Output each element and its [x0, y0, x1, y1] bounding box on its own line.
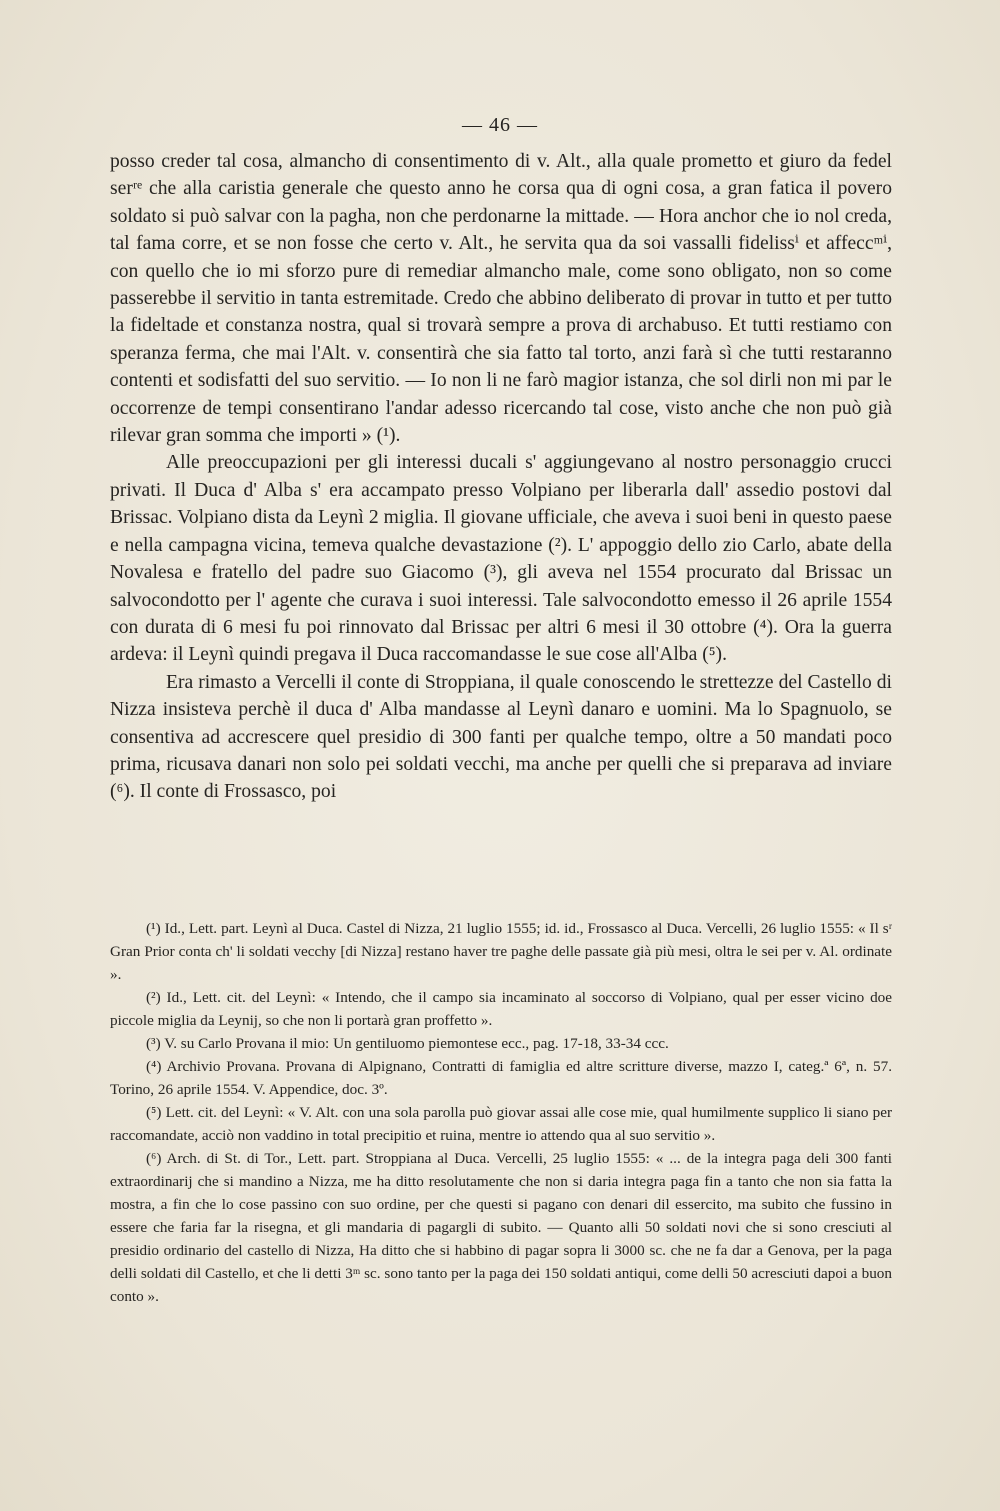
- footnote: (⁶) Arch. di St. di Tor., Lett. part. Stroppiana al Duca. Vercelli, 25 luglio 1555: « ... de la integra paga deli 300 fanti extraordinarij che si mandino a Nizza, me ha ditto resolutamente che non si daria integra paga fin a tanto che non sia fatta la mostra, a fin che lo cose passino con suo ordine, per che questi si pagano con denari dil essercito, ma subito che fussino in essere che faria far la risegna, et gli mandaria di pagargli di subito. — Quanto alli 50 soldati novi che si sono cresciuti al presidio ordinario del castello di Nizza, Ha ditto che si habbino di pagar sopra li 3000 sc. che ne fa dar a Genova, per la paga delli soldati dil Castello, et che li detti 3ᵐ sc. sono tanto per la paga dei 150 soldati antiqui, come delli 50 acresciuti dapoi a buon conto ».: [110, 1150, 892, 1305]
- paragraph: Alle preoccupazioni per gli interessi ducali s' aggiungevano al nostro personaggio crucci privati. Il Duca d' Alba s' era accampato presso Volpiano per liberarla dall' assedio postovi dal Brissac. Volpiano dista da Leynì 2 miglia. Il giovane ufficiale, che aveva i suoi beni in questo paese e nella campagna vicina, temeva qualche devastazione (²). L' appoggio dello zio Carlo, abate della Novalesa e fratello del padre suo Giacomo (³), gli aveva nel 1554 procurato dal Brissac un salvocondotto per l' agente che curava i suoi interessi. Tale salvocondotto emesso il 26 aprile 1554 con durata di 6 mesi fu poi rinnovato dal Brissac per altri 6 mesi il 30 ottobre (⁴). Ora la guerra ardeva: il Leynì quindi pregava il Duca raccomandasse le sue cose all'Alba (⁵).: [110, 452, 892, 666]
- footnote: (¹) Id., Lett. part. Leynì al Duca. Castel di Nizza, 21 luglio 1555; id. id., Frossasco al Duca. Vercelli, 26 luglio 1555: « Il sʳ Gran Prior conta ch' li soldati vecchy [di Nizza] restano haver tre paghe delle passate già più mesi, oltra le sei per v. Al. ordinate ».: [110, 920, 892, 983]
- paragraph: Era rimasto a Vercelli il conte di Stroppiana, il quale conoscendo le strettezze del Castello di Nizza insisteva perchè il duca d' Alba mandasse al Leynì danaro e uomini. Ma lo Spagnuolo, se consentiva ad accrescere quel presidio di 300 fanti per qualche tempo, oltre a 50 mandati poco prima, ricusava danari non solo pei soldati vecchi, ma anche per quelli che si preparava ad inviare (⁶). Il conte di Frossasco, poi: [110, 671, 892, 803]
- footnotes: [110, 917, 892, 1308]
- paragraph: posso creder tal cosa, almancho di consentimento di v. Alt., alla quale prometto et giuro da fedel serʳᵉ che alla caristia generale che questo anno he corsa qua di ogni cosa, a gran fatica il povero soldato si può salvar con la pagha, non che perdonarne la mittade. — Hora anchor che io nol creda, tal fama corre, et se non fosse che certo v. Alt., he servita qua da soi vassalli fidelissⁱ et affeccᵐⁱ, con quello che io mi sforzo pure di remediar almancho male, come sono obligato, non so come passerebbe il servitio in tanta estremitade. Credo che abbino deliberato di provar in tutto et per tutto la fideltade et constanza nostra, qual si trovarà sempre a prova di archabuso. Et tutti restiamo con speranza ferma, che mai l'Alt. v. consentirà che sia fatto tal torto, anzi farà sì che tutti restaranno contenti et sodisfatti del suo servitio. — Io non li ne farò magior istanza, che sol dirli non mi par le occorrenze de tempi consentirano l'andar adesso ricercando tal cose, visto anche che non può già rilevar gran somma che importi » (¹).: [110, 151, 892, 447]
- main-text: [110, 148, 892, 806]
- footnote: (²) Id., Lett. cit. del Leynì: « Intendo, che il campo sia incaminato al soccorso di Volpiano, qual per esser vicino doe piccole miglia da Leynij, so che non li portarà gran proffetto ».: [110, 989, 892, 1029]
- page-number: — 46 —: [462, 114, 538, 136]
- footnote: (⁴) Archivio Provana. Provana di Alpignano, Contratti di famiglia ed altre scritture diverse, mazzo I, categ.ª 6ª, n. 57. Torino, 26 aprile 1554. V. Appendice, doc. 3º.: [110, 1058, 892, 1098]
- footnote: (⁵) Lett. cit. del Leynì: « V. Alt. con una sola parolla può giovar assai alle cose mie, qual humilmente supplico li siano per raccomandate, acciò non vaddino in total precipitio et ruina, mentre io attendo qua al suo servitio ».: [110, 1104, 892, 1144]
- footnote: (³) V. su Carlo Provana il mio: Un gentiluomo piemontese ecc., pag. 17-18, 33-34 ccc.: [146, 1035, 669, 1052]
